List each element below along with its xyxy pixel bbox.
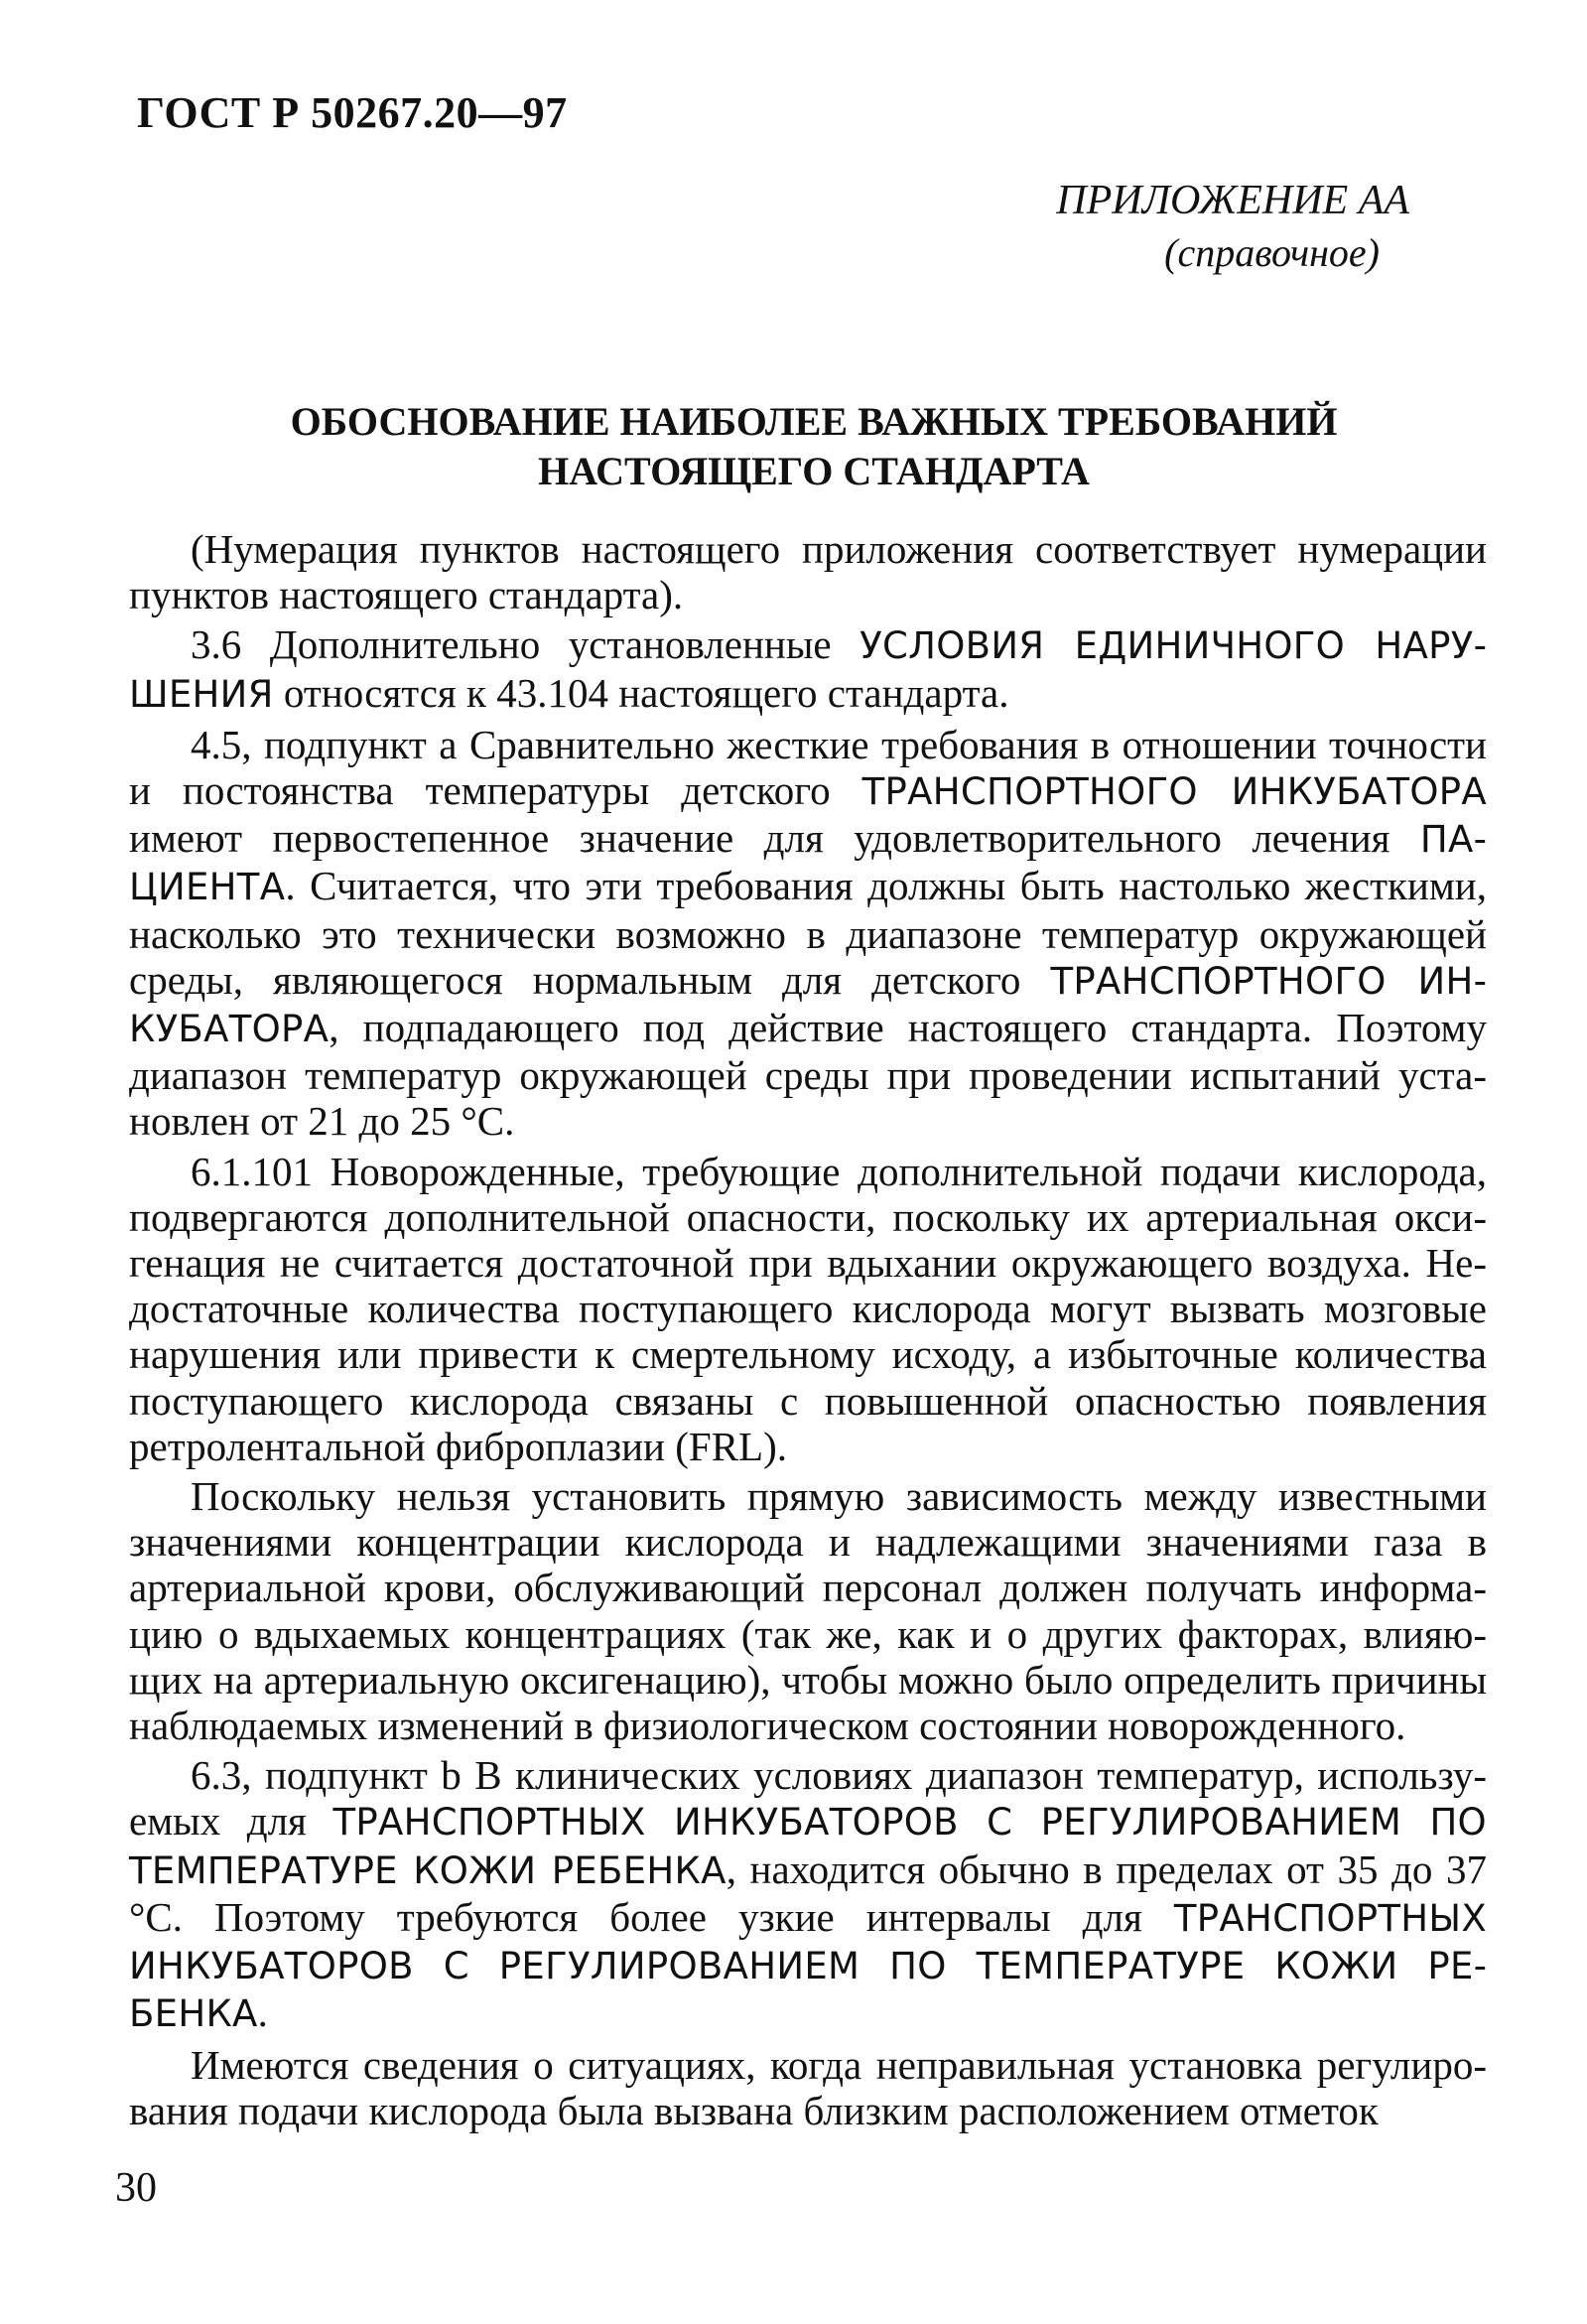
paragraph-text: , подпадающего под действие настоящего стандарта. Поэтому диапазон температур окружающей среды при проведении испытаний установлен от 21 до 25 °С. xyxy=(129,1005,1487,1145)
paragraph-text: . Считается, что эти требования должны быть настолько жесткими, насколько это технически возможно в диапазоне температур окружающей среды, являющегося нормальным для детского xyxy=(129,863,1487,1003)
paragraph-text: (Нумерация пунктов настоящего приложения соответствует нумерации пунктов настоящего стандарта). xyxy=(129,526,1487,618)
defined-term: ТРАНСПОРТНОГО ИНКУБАТОРА xyxy=(129,959,1488,1051)
paragraph-4-5 xyxy=(129,722,1487,1145)
page-number: 30 xyxy=(115,2165,157,2211)
paragraph-6-3 xyxy=(129,1752,1487,2037)
paragraph-text: 6.3, подпункт b В клинических условиях диапазон температур, используемых для xyxy=(129,1752,1487,1845)
section-title-line-1: ОБОСНОВАНИЕ НАИБОЛЕЕ ВАЖНЫХ ТРЕБОВАНИЙ xyxy=(290,399,1338,444)
paragraph-text: . xyxy=(257,1989,268,2036)
paragraph-6-1-101 xyxy=(129,1149,1487,1469)
appendix-title: ПРИЛОЖЕНИЕ АА xyxy=(1056,178,1409,223)
paragraph-oxygen-settings xyxy=(129,2042,1487,2133)
document-header: ГОСТ Р 50267.20—97 xyxy=(137,88,568,137)
body-text xyxy=(129,526,1487,2137)
paragraph-text: Поскольку нельзя установить прямую зависимость между известными значениями концентрации кислорода и надлежащими значениями газа в артериальной крови, обслуживающий персонал должен получать информацию о вдыхаемых концентрациях (так же, как и о других факторах, влияющих на артериальную оксигенацию), чтобы можно было определить причины наблюдаемых изменений в физиологическом состоянии новорожденного. xyxy=(129,1473,1487,1749)
defined-term: ТРАНСПОРТНЫХ ИНКУБАТОРОВ С РЕГУЛИРОВАНИЕМ ПО ТЕМПЕРАТУРЕ КОЖИ РЕБЕНКА xyxy=(129,1801,1487,1892)
paragraph-3-6 xyxy=(129,621,1487,717)
paragraph-text: имеют первостепенное значение для удовлетворительного лечения xyxy=(129,815,1420,862)
section-title xyxy=(139,397,1489,496)
paragraph-numbering-note xyxy=(129,526,1487,617)
paragraph-text: 3.6 Дополнительно установленные xyxy=(191,621,860,668)
paragraph-text: относятся к 43.104 настоящего стандарта. xyxy=(273,669,1009,716)
defined-term: ПАЦИЕНТА xyxy=(129,818,1487,909)
paragraph-text: Имеются сведения о ситуациях, когда неправильная установка регулирования подачи кислорода была вызвана близким расположением отметок xyxy=(129,2041,1487,2133)
section-title-line-2: НАСТОЯЩЕГО СТАНДАРТА xyxy=(538,449,1090,493)
paragraph-text: 6.1.101 Новорожденные, требующие дополнительной подачи кислорода, подвергаются дополнительной опасности, поскольку их артериальная оксигенация не считается достаточной при вдыхании окружающего воздуха. Недостаточные количества поступающего кислорода могут вызвать мозговые нарушения или привести к смертельному исходу, а избыточные количества поступающего кислорода связаны с повышенной опасностью появления ретролентальной фиброплазии (FRL). xyxy=(129,1148,1487,1469)
defined-term: УСЛОВИЯ ЕДИНИЧНОГО НАРУШЕНИЯ xyxy=(129,624,1487,716)
paragraph-text: , находится обычно в пределах от 35 до 37 °С. Поэтому требуются более узкие интервалы для xyxy=(129,1846,1487,1940)
appendix-subtitle: (справочное) xyxy=(1164,230,1380,275)
defined-term: ТРАНСПОРТНЫХ ИНКУБАТОРОВ С РЕГУЛИРОВАНИЕМ ПО ТЕМПЕРАТУРЕ КОЖИ РЕБЕНКА xyxy=(129,1896,1487,2036)
paragraph-oxygen-info xyxy=(129,1473,1487,1748)
paragraph-text: 4.5, подпункт а Сравнительно жесткие требования в отношении точности и постоянства температуры детского xyxy=(129,721,1487,814)
defined-term: ТРАНСПОРТНОГО ИНКУБАТОРА xyxy=(861,770,1487,814)
